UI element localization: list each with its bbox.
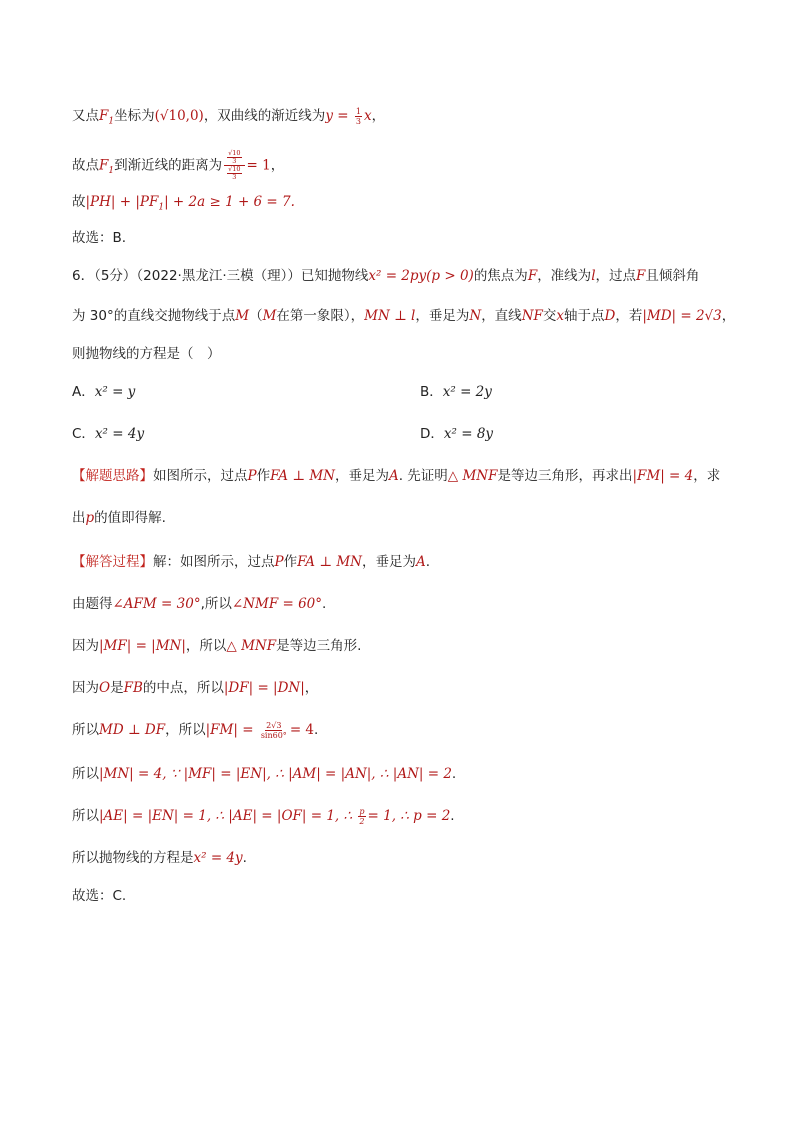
- text: ，垂足为: [415, 308, 470, 324]
- text: ，: [270, 157, 285, 174]
- question-6-line-3: 则抛物线的方程是（ ）: [72, 346, 221, 362]
- question-6-line-1: [72, 266, 699, 286]
- text: ,所以: [200, 596, 232, 612]
- text: ，: [371, 108, 386, 124]
- math-var: x: [556, 308, 564, 324]
- text: .: [322, 596, 327, 612]
- text: 轴于点: [564, 308, 605, 324]
- math-var: F: [99, 108, 109, 124]
- text: 到渐近线的距离为: [114, 157, 223, 174]
- text: ，过点: [595, 268, 637, 284]
- math-expr: |AE| = |EN| = 1, ∴ |AE| = |OF| = 1, ∴: [99, 808, 357, 824]
- solution-tag: 【解答过程】: [72, 554, 153, 570]
- text: .: [450, 808, 455, 824]
- text: .: [425, 554, 430, 570]
- math-var: NF: [521, 308, 543, 324]
- solution-line-1: [72, 106, 385, 132]
- question-6-line-2: [72, 306, 735, 326]
- text: 解：如图所示，过点: [153, 554, 275, 570]
- frac-num: 1: [355, 106, 361, 116]
- fraction: [224, 150, 244, 181]
- solution-process-line-3: [72, 636, 361, 656]
- text: .: [314, 722, 319, 738]
- fraction: [227, 166, 241, 181]
- text: 故: [72, 194, 86, 210]
- text: .: [451, 766, 457, 782]
- text: ，准线为: [537, 268, 592, 284]
- text: ，双曲线的渐近线为: [203, 108, 326, 124]
- math-expr: x² = 4y: [193, 850, 243, 866]
- math-var: l: [591, 268, 596, 284]
- text: ，若: [615, 308, 643, 324]
- text: 所以: [72, 722, 99, 738]
- math-var: O: [99, 680, 111, 696]
- text: 由题得: [72, 596, 113, 612]
- math-expr: x² = 2py(p > 0): [368, 268, 474, 284]
- math-expr: MN ⊥ l: [364, 308, 416, 324]
- text: 所以: [72, 808, 99, 824]
- text: ，: [721, 308, 736, 324]
- math-sub: 1: [108, 166, 115, 177]
- fraction: [260, 721, 288, 740]
- math-expr: |MD| = 2√3: [642, 308, 722, 324]
- solution-line-3: [72, 192, 295, 218]
- answer-line: 故选：B.: [72, 230, 127, 246]
- math-expr: y =: [325, 108, 353, 124]
- math-expr: ∠NMF = 60°: [231, 596, 323, 612]
- solution-process-line-8: [72, 848, 247, 868]
- solution-process-line-6: [72, 764, 456, 784]
- math-expr: FA ⊥ MN: [297, 554, 362, 570]
- text: 的值即得解.: [94, 510, 166, 526]
- option-label: B．: [420, 384, 443, 400]
- math-var: P: [247, 468, 257, 484]
- math-expr: = 1, ∴ p = 2: [367, 808, 451, 824]
- math-var: P: [274, 554, 284, 570]
- text: ，求: [693, 468, 721, 484]
- text: 交: [542, 308, 557, 324]
- frac-num: [224, 150, 244, 166]
- math-expr: △ MNF: [226, 638, 277, 654]
- frac-num: p: [359, 806, 365, 816]
- math-expr: △ MNF: [447, 468, 498, 484]
- math-expr: = 1: [246, 157, 271, 174]
- math-expr: FA ⊥ MN: [270, 468, 335, 484]
- text: 为 30°的直线交抛物线于点: [72, 308, 236, 324]
- text: 所以抛物线的方程是: [72, 850, 194, 866]
- text: 6．（5分）（2022·黑龙江·三模（理））已知抛物线: [72, 268, 369, 284]
- frac-den: 3: [232, 173, 237, 181]
- final-answer-line: 故选：C.: [72, 888, 127, 904]
- math-expr: x² = 2y: [442, 384, 492, 400]
- option-row-2: [72, 424, 494, 444]
- option-label: D．: [420, 426, 444, 442]
- option-a[interactable]: [72, 384, 135, 400]
- option-label: A．: [72, 384, 95, 400]
- text: （: [249, 308, 263, 324]
- math-var: F: [636, 268, 646, 284]
- option-label: C．: [72, 426, 95, 442]
- math-var: F: [527, 268, 538, 284]
- option-row-1: [72, 382, 492, 402]
- math-expr: | + 2a ≥ 1 + 6 = 7.: [164, 194, 295, 210]
- math-sub: 1: [108, 116, 115, 127]
- text: 所以: [72, 766, 99, 782]
- math-var: A: [415, 554, 426, 570]
- hint-tag: 【解题思路】: [72, 468, 153, 484]
- math-expr: |DF| = |DN|: [223, 680, 305, 696]
- text: 作: [283, 554, 298, 570]
- text: 又点: [72, 108, 99, 124]
- math-expr: x² = 8y: [443, 426, 494, 442]
- text: 因为: [72, 638, 99, 654]
- text: 的焦点为: [473, 268, 528, 284]
- math-var: N: [469, 308, 482, 324]
- text: 出: [72, 510, 86, 526]
- math-expr: (√10,0): [154, 108, 204, 124]
- text: .: [242, 850, 247, 866]
- hint-line-1: [72, 466, 720, 486]
- text: 坐标为: [114, 108, 155, 124]
- option-d[interactable]: [420, 424, 493, 444]
- text: . 先证明: [398, 468, 448, 484]
- solution-process-line-7: [72, 806, 455, 826]
- text: 是等边三角形，再求出: [497, 468, 633, 484]
- solution-process-line-4: [72, 678, 318, 698]
- text: 如图所示，过点: [153, 468, 248, 484]
- text: 故点: [72, 157, 99, 174]
- text: ，所以: [165, 722, 206, 738]
- fraction: [355, 107, 362, 126]
- solution-process-line-5: [72, 720, 318, 740]
- frac-num: 2√3: [266, 720, 282, 730]
- math-var: FB: [123, 680, 143, 696]
- option-c[interactable]: [72, 426, 144, 442]
- solution-process-line-1: [72, 552, 430, 572]
- frac-num: √10: [228, 165, 241, 173]
- math-sub: 1: [158, 202, 165, 213]
- text: 在第一象限），: [276, 308, 365, 324]
- text: 因为: [72, 680, 99, 696]
- text: ，所以: [185, 638, 227, 654]
- math-expr: = 4: [289, 722, 315, 738]
- frac-den: 3: [355, 116, 361, 126]
- text: 是等边三角形.: [276, 638, 362, 654]
- math-var: x: [363, 108, 372, 124]
- text: 是: [110, 680, 124, 696]
- math-expr: x² = y: [94, 384, 136, 400]
- hint-line-2: [72, 508, 166, 528]
- solution-line-2: [72, 150, 284, 181]
- math-var: M: [235, 308, 250, 324]
- text: ，直线: [481, 308, 522, 324]
- text: 作: [256, 468, 271, 484]
- text: ，垂足为: [334, 468, 389, 484]
- math-var: F: [99, 157, 109, 174]
- frac-den: [224, 166, 244, 181]
- math-expr: MD ⊥ DF: [99, 722, 166, 738]
- math-expr: |MF| = |MN|: [99, 638, 186, 654]
- math-var: D: [604, 308, 616, 324]
- frac-num: √10: [228, 149, 241, 157]
- fraction: [227, 150, 241, 165]
- math-expr: |PH| + |PF: [85, 194, 159, 210]
- text: ，: [304, 680, 319, 696]
- frac-den: 2: [359, 816, 365, 826]
- frac-den: 3: [232, 157, 237, 165]
- solution-process-line-2: [72, 594, 326, 614]
- math-expr: x² = 4y: [94, 426, 145, 442]
- math-var: p: [85, 510, 95, 526]
- math-var: M: [262, 308, 277, 324]
- text: 且倾斜角: [645, 268, 700, 284]
- math-var: A: [388, 468, 399, 484]
- math-expr: |FM| =: [205, 722, 258, 738]
- option-b[interactable]: [420, 382, 492, 402]
- frac-den: sin60°: [260, 730, 287, 740]
- math-expr: |FM| = 4: [632, 468, 694, 484]
- math-expr: ∠AFM = 30°: [112, 596, 201, 612]
- text: 的中点，所以: [142, 680, 224, 696]
- fraction: [358, 807, 365, 826]
- math-expr: |MN| = 4, ∵ |MF| = |EN|, ∴ |AM| = |AN|, ∴ |AN| = 2: [99, 766, 452, 782]
- text: ，垂足为: [361, 554, 416, 570]
